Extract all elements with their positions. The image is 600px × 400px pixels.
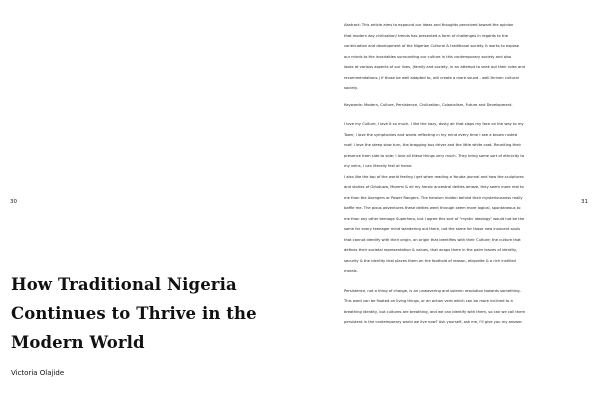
body-line: I also like the top of the world feeling I get when reading a Yoruba journal and how the sculptures — [344, 174, 524, 179]
abstract-line: that modern day civilization/ trends has presented a form of challenges in regards to the — [344, 33, 508, 38]
title-line: Continues to Thrive in the — [11, 304, 257, 323]
page-number-left: 30 — [10, 199, 17, 205]
body-paragraph-1 — [344, 119, 576, 277]
abstract-line: Abstract: This article aims to expound our ideas and thoughts perceived toward the opinion — [344, 23, 514, 27]
abstract-line: our minds to the invariables surrounding our culture in this contemporary society and also — [344, 54, 512, 59]
author-name: Victoria Olajide — [11, 369, 65, 377]
article-text-column — [344, 20, 576, 328]
body-paragraph-2 — [344, 286, 576, 328]
abstract-paragraph — [344, 20, 576, 94]
abstract-line: society. — [344, 86, 358, 90]
title-line: How Traditional Nigeria — [11, 275, 237, 294]
body-line: roof; I love the steep slow turn, the bragging bus driver and the little white coat. Reuniting their — [344, 143, 522, 147]
body-line: defines their societal representation & values, that wraps them in the palm leaves of identity, — [344, 248, 518, 252]
abstract-line: continuation and development of the Nigerian Cultural & traditional society. It works to expose — [344, 44, 520, 48]
page-number-right: 31 — [581, 199, 588, 205]
article-title — [11, 270, 291, 357]
body-line: presence from side to side; I love all these things very much. They bring some sort of ethnicity to — [344, 153, 525, 158]
body-line: I love my Culture, I love it so much. I like the hazy, dusty air that slaps my face on the way to my — [344, 122, 524, 126]
body-line: This word can be fixated on living things, or an action verb which can be more inclined to a — [344, 299, 513, 303]
abstract-line: looks at various aspects of our lives, (family and society, in an attempt to seek out their roles and — [344, 65, 525, 69]
body-line: and stories of Oduduwa, Moremi & all my heroic ancestral deities amaze, they seem more real to — [344, 185, 524, 189]
body-line: me than the Avengers or Power Rangers. The heroism hidden behind their mysteriousness really — [344, 195, 523, 200]
body-line: my veins, I can literally feel at home. — [344, 164, 413, 168]
keywords-line: Keywords: Modern, Culture, Persistence, Civilization, Colonialism, Future and Development. — [344, 102, 513, 107]
body-line: persistent in the contemporary world we live now? Ask yourself, ask me, I'll give you my answer. — [344, 320, 523, 324]
body-line: me than any other teenage Superhero, but I agree this sort of "mystic ideology" would not be the — [344, 216, 525, 221]
body-line: Persistence, not a thing of change, is an unwavering and solemn resolution towards something. — [344, 288, 521, 293]
body-line: same for every teenager mind wandering out there, not the same for those new innocent souls — [344, 227, 521, 231]
body-line: breathing identity, but cultures are breathing, and we can identify with them, so can we call them — [344, 309, 526, 314]
body-line: baffle me. The pious adventures these deities went through seem more logical, spontaneous to — [344, 206, 521, 210]
body-line: Town; I love the symphonies and words reflecting in my mind every time I see a brown rusted — [344, 132, 518, 137]
abstract-line: recommendations.) If those be well adapted to, will create a more sound - well thriven cultural — [344, 75, 519, 80]
title-line: Modern World — [11, 333, 145, 352]
body-line: that cannot identify with their origin, an origin that identifies with their Culture; the culture that — [344, 237, 521, 242]
body-line: morals. — [344, 269, 358, 273]
body-line: security & the identity that places them on the foothold of reason, etiquette & a rich instilled — [344, 258, 516, 263]
